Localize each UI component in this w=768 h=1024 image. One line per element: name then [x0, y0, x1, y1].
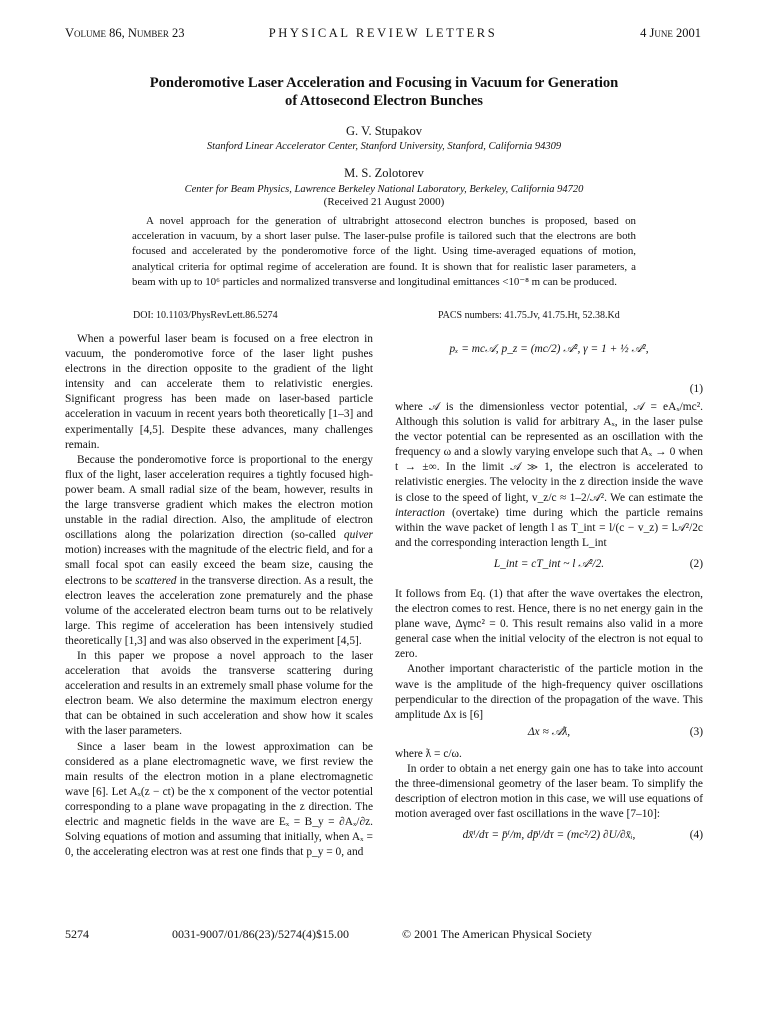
title-line-2: of Attosecond Electron Bunches [285, 93, 483, 109]
paragraph: where ƛ = c/ω. [395, 747, 462, 760]
right-column [395, 332, 703, 858]
equation-1: pₓ = mc𝒜, p_z = (mc/2) 𝒜², γ = 1 + ½ 𝒜², [449, 343, 649, 355]
copyright-notice: © 2001 The American Physical Society [402, 927, 592, 941]
paragraph: Since a laser beam in the lowest approximation can be considered as a plane electromagnetic wave, we first review the main results of the electron motion in a plane electromagnetic wave [6]. Let Aₓ(z − ct) be the x component of the vector potential corresponding to a plane wave propagating in the z direction. The electric and magnetic fields in the wave are Eₓ = B_y = ∂Aₓ/∂z. Solving equations of motion and assuming that initially, when Aₓ = 0, the accelerating electron was at rest one finds that p_y = 0, and [65, 740, 373, 859]
journal-name: PHYSICAL REVIEW LETTERS [268, 26, 498, 40]
equation-2: L_int = cT_int ~ l 𝒜²/2. (2) [395, 551, 703, 587]
equation-3: Δx ≈ 𝒜ƛ, (3) [395, 723, 703, 747]
abstract [132, 214, 636, 290]
paragraph: where 𝒜 is the dimensionless vector potential, 𝒜 = eAₓ/mc². Although this solution is valid for arbitrary Aₓ, in the laser pulse the vector potential can be represented as an oscillation with the frequency ω and a slowly varying envelope such that Aₓ → 0 when t → ±∞. In the limit 𝒜 ≫ 1, the electron is accelerated to relativistic energies. The velocity in the z direction inside the wave is close to the speed of light, v_z/c ≈ 1–2/𝒜². We can estimate the interaction (overtake) time during which the particle remains within the wave packet of length l as T_int = l/(c − v_z) = l𝒜²/2c and the corresponding interaction length L_int [395, 401, 703, 549]
author-1: G. V. Stupakov [346, 124, 422, 138]
paragraph: In this paper we propose a novel approach to the laser acceleration that avoids the transverse scattering during acceleration and results in an extremely small phase volume for the electron beam. We also determine the maximum electron energy that can be obtained in such acceleration and show how it scales with the laser parameters. [65, 649, 373, 738]
title-line-1: Ponderomotive Laser Acceleration and Focusing in Vacuum for Generation [149, 75, 619, 91]
equation-2-number: (2) [689, 557, 703, 570]
affiliation-1: Stanford Linear Accelerator Center, Stanford University, Stanford, California 94309 [206, 141, 562, 152]
equation-3-number: (3) [689, 725, 703, 738]
left-column [65, 332, 373, 860]
paragraph: When a powerful laser beam is focused on a free electron in vacuum, the ponderomotive force of the laser light pushes electrons in the direction opposite to the gradient of the light intensity and can accelerate them to relativistic energies. Significant progress has been made on laser-based particle acceleration in vacuum in recent years both theoretically [1–3] and experimentally [4,5]. Despite these advances, many challenges remain. [65, 333, 373, 451]
paragraph: It follows from Eq. (1) that after the wave overtakes the electron, the electron comes to rest. Hence, there is no net energy gain in the plane wave, Δγmc² = 0. This result remains also valid in a more general case when the initial velocity of the electron is not equal to zero. [395, 587, 703, 661]
equation-4-number: (4) [689, 829, 703, 842]
abstract-text: A novel approach for the generation of ultrabright attosecond electron bunches is proposed, based on acceleration in vacuum, by a short laser pulse. The laser-pulse profile is tailored such that the electrons are both focused and accelerated by the ponderomotive force of the light. Using time-averaged equations of motion, analytical criteria for optimal regime of acceleration are found. It is shown that for realistic laser parameters, a beam with up to 10⁶ particles and normalized transverse and longitudinal emittances <10⁻⁸ m can be produced. [132, 215, 636, 288]
running-header [65, 26, 701, 44]
received-date: (Received 21 August 2000) [323, 196, 445, 208]
paper-title [100, 74, 668, 110]
paragraph: In order to obtain a net energy gain one has to take into account the three-dimensional geometry of the laser beam. To simplify the description of electron motion in this case, we will use equations of motion averaged over fast oscillations in the wave [7–10]: [395, 762, 703, 821]
affiliation-2: Center for Beam Physics, Lawrence Berkeley National Laboratory, Berkeley, California 94720 [184, 184, 584, 195]
doi: DOI: 10.1103/PhysRevLett.86.5274 [133, 310, 278, 321]
equation-1-number: (1) [689, 383, 703, 395]
pacs-numbers: PACS numbers: 41.75.Jv, 41.75.Ht, 52.38.Kd [438, 310, 620, 321]
paragraph: Another important characteristic of the particle motion in the wave is the amplitude of the high-frequency quiver oscillations perpendicular to the direction of the propagation of the wave. This amplitude Δx is [6] [395, 663, 703, 721]
volume-number: Volume 86, Number 23 [65, 26, 185, 40]
page-number: 5274 [65, 927, 89, 941]
paragraph: Because the ponderomotive force is proportional to the energy flux of the light, laser acceleration requires a tightly focused high-power beam. A small radial size of the beam, however, results in the large transverse gradient which makes the electron motion unstable in the radial direction. Also, the amplitude of electron oscillations along the polarization direction (so-called quiver motion) increases with the magnitude of the electric field, and for a small focal spot can easily exceed the beam size, causing the electrons to be scattered in the transverse direction. As a result, the electron leaves the acceleration zone prematurely and the phase volume of the accelerated electron beam turns out to be relatively large. This regime of acceleration has been intensively studied theoretically [1,3] and was also observed in the experiment [4,5]. [65, 453, 373, 647]
author-2: M. S. Zolotorev [344, 166, 424, 180]
equation-4: dx̄ⁱ/dτ = p̄ⁱ/m, dp̄ⁱ/dτ = (mc²/2) ∂U/∂x̄ᵢ, (4) [395, 822, 703, 858]
article-code: 0031-9007/01/86(23)/5274(4)$15.00 [172, 927, 349, 941]
issue-date: 4 June 2001 [640, 26, 701, 40]
